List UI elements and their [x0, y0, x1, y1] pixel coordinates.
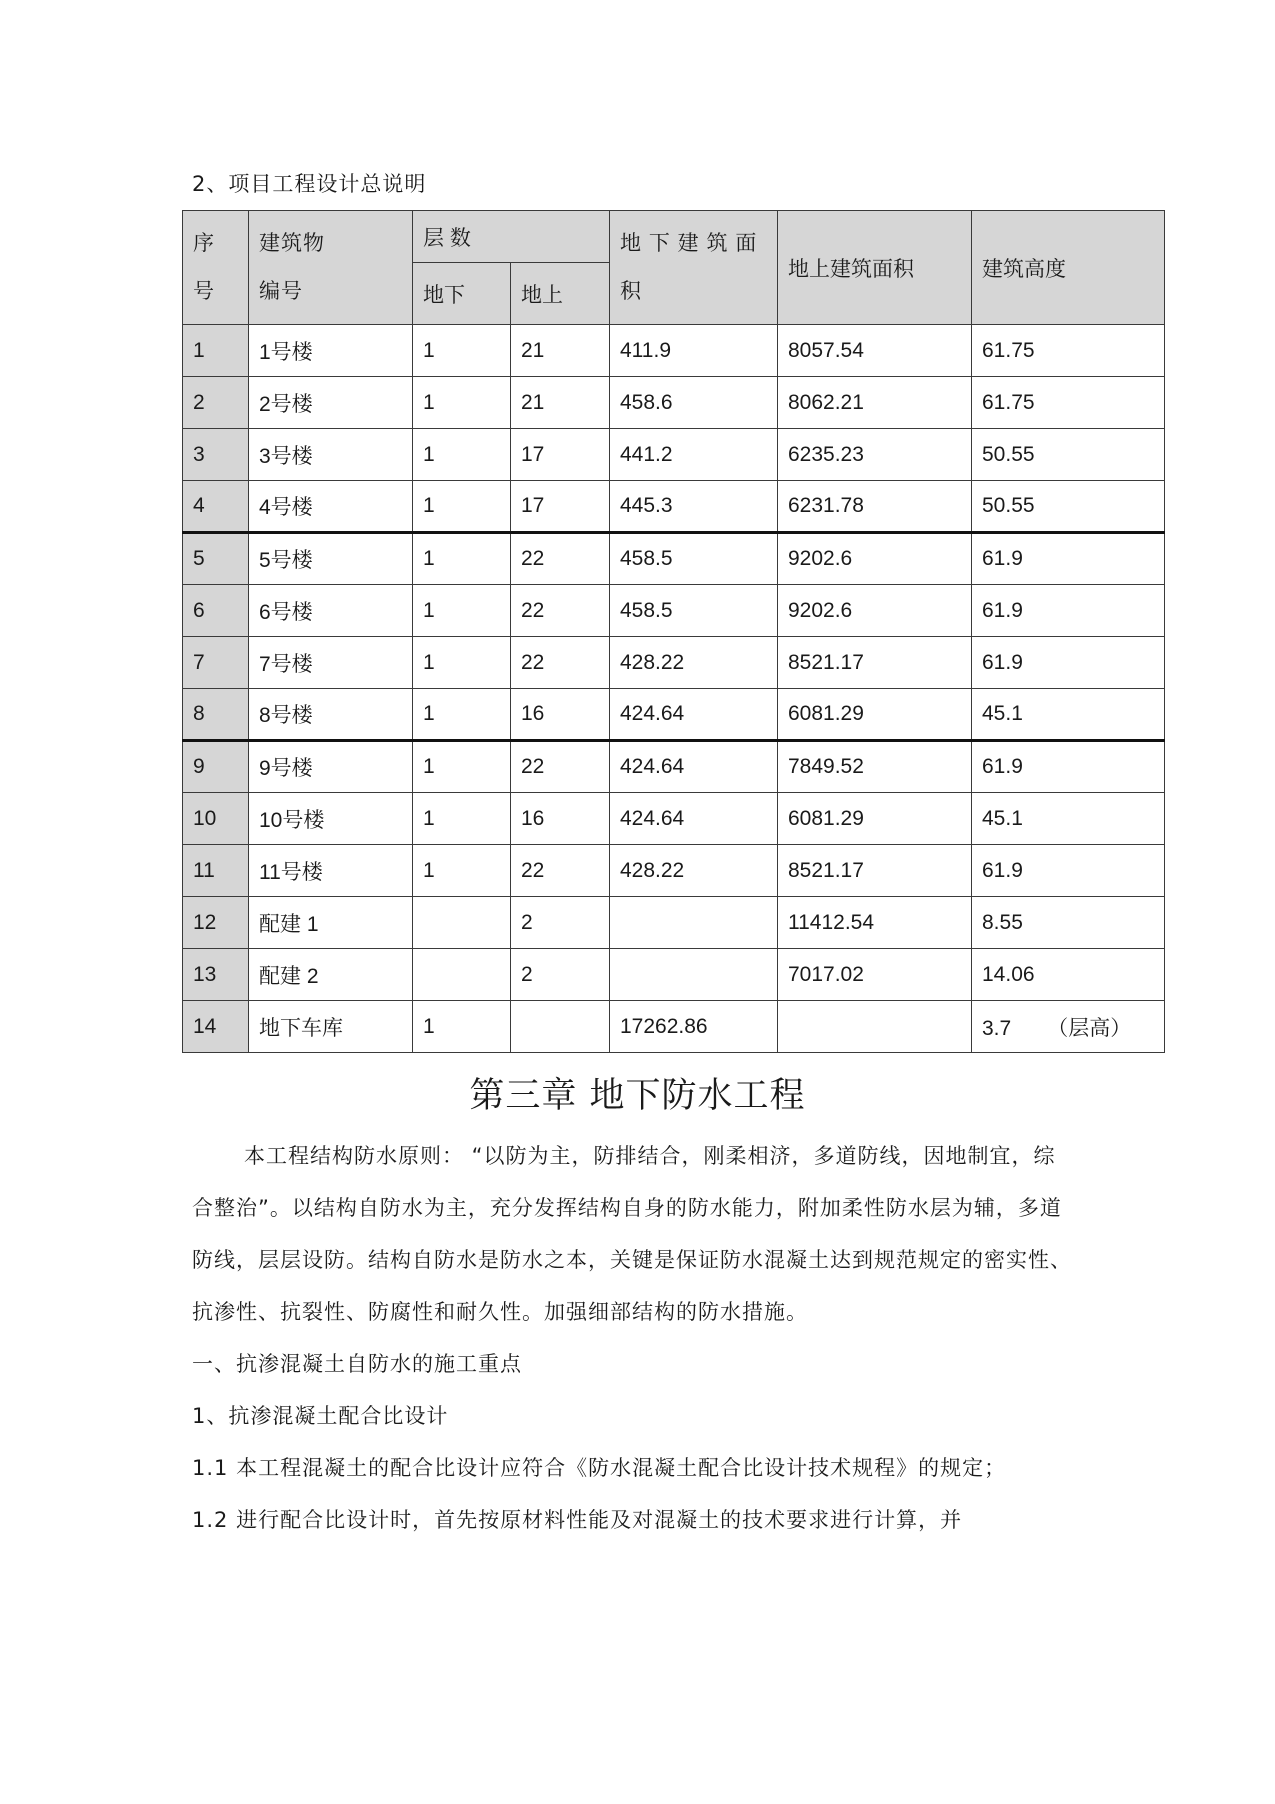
- cell-seq: [183, 949, 249, 1001]
- cell-seq-text: 2: [193, 390, 205, 414]
- cell-building-name-text: 7号楼: [259, 652, 313, 676]
- cell-building-name-text: 10号楼: [259, 808, 325, 832]
- cell-building-name-text: 8号楼: [259, 704, 313, 727]
- cell-aboveground-area-text: 8521.17: [788, 858, 864, 882]
- cell-building-name: [249, 897, 413, 949]
- cell-seq: [183, 429, 249, 481]
- cell-floors-aboveground: [511, 689, 610, 741]
- cell-building-name-text: 配建 2: [259, 964, 319, 988]
- cell-aboveground-area-text: 7849.52: [788, 755, 864, 778]
- cell-height-text: 61.9: [982, 547, 1023, 570]
- cell-floors-aboveground-text: 22: [521, 858, 545, 882]
- cell-building-name: [249, 481, 413, 533]
- cell-floors-aboveground-text: 22: [521, 755, 545, 778]
- cell-seq: [183, 533, 249, 585]
- cell-seq-text: 4: [193, 494, 205, 517]
- cell-height: [972, 325, 1165, 377]
- cell-underground-area: [610, 845, 778, 897]
- cell-building-name: [249, 689, 413, 741]
- cell-floors-underground-text: 1: [423, 858, 435, 882]
- cell-aboveground-area: [778, 1001, 972, 1053]
- cell-building-name: [249, 741, 413, 793]
- cell-floors-aboveground: [511, 1001, 610, 1053]
- table-row: [183, 845, 1165, 897]
- cell-underground-area-text: 445.3: [620, 494, 673, 517]
- header-seq: [183, 211, 249, 325]
- cell-building-name: [249, 377, 413, 429]
- cell-height: [972, 585, 1165, 637]
- cell-height: [972, 637, 1165, 689]
- cell-floors-underground: [413, 689, 511, 741]
- cell-aboveground-area-text: 11412.54: [788, 910, 875, 934]
- header-seq-line2: 号: [193, 279, 215, 303]
- cell-floors-aboveground: [511, 377, 610, 429]
- cell-floors-underground-text: 1: [423, 338, 435, 362]
- cell-aboveground-area: [778, 949, 972, 1001]
- header-underground-area-line1: 地 下 建 筑 面: [620, 231, 758, 255]
- cell-floors-underground-text: 1: [423, 494, 435, 517]
- cell-seq-text: 5: [193, 547, 205, 570]
- cell-height: [972, 481, 1165, 533]
- cell-floors-underground: [413, 585, 511, 637]
- cell-height-text: 50.55: [982, 494, 1035, 517]
- cell-underground-area: [610, 949, 778, 1001]
- cell-aboveground-area: [778, 845, 972, 897]
- cell-floors-underground-text: 1: [423, 1014, 435, 1038]
- cell-seq: [183, 793, 249, 845]
- chapter-body: [192, 1130, 1072, 1546]
- cell-height-text: 61.9: [982, 858, 1023, 882]
- cell-height: [972, 689, 1165, 741]
- cell-floors-aboveground-text: 2: [521, 910, 533, 934]
- cell-height-text: 61.75: [982, 338, 1035, 362]
- table-row: [183, 533, 1165, 585]
- header-floors: 层 数: [413, 211, 610, 263]
- table-row: [183, 585, 1165, 637]
- cell-building-name-text: 9号楼: [259, 757, 313, 780]
- header-building-line1: 建筑物: [259, 231, 325, 255]
- cell-building-name-text: 6号楼: [259, 600, 313, 624]
- cell-underground-area-text: 458.6: [620, 390, 673, 414]
- cell-aboveground-area: [778, 429, 972, 481]
- cell-height: [972, 949, 1165, 1001]
- cell-aboveground-area-text: 7017.02: [788, 962, 864, 986]
- cell-floors-aboveground: [511, 533, 610, 585]
- cell-seq: [183, 845, 249, 897]
- cell-height-text: 45.1: [982, 806, 1023, 830]
- header-building: [249, 211, 413, 325]
- cell-underground-area: [610, 897, 778, 949]
- cell-seq: [183, 325, 249, 377]
- cell-underground-area-text: 441.2: [620, 442, 673, 466]
- cell-floors-aboveground: [511, 585, 610, 637]
- table-row: [183, 689, 1165, 741]
- cell-aboveground-area: [778, 377, 972, 429]
- cell-aboveground-area-text: 6235.23: [788, 442, 864, 466]
- cell-floors-underground: [413, 325, 511, 377]
- cell-height-text: 3.7: [982, 1016, 1012, 1040]
- cell-underground-area: [610, 533, 778, 585]
- body-paragraph: 本工程结构防水原则： “以防为主，防排结合，刚柔相济，多道防线，因地制宜，综合整治”。以结构自防水为主，充分发挥结构自身的防水能力，附加柔性防水层为辅，多道防线，层层设防。结构自防水是防水之本，关键是保证防水混凝土达到规范规定的密实性、抗渗性、抗裂性、防腐性和耐久性。加强细部结构的防水措施。: [192, 1144, 1072, 1324]
- cell-height-text: 50.55: [982, 442, 1035, 466]
- cell-floors-aboveground: [511, 741, 610, 793]
- cell-building-name-text: 地下车库: [259, 1016, 343, 1040]
- cell-underground-area: [610, 741, 778, 793]
- cell-underground-area: [610, 793, 778, 845]
- cell-aboveground-area: [778, 481, 972, 533]
- cell-height-text: 45.1: [982, 702, 1023, 725]
- cell-aboveground-area: [778, 741, 972, 793]
- cell-underground-area: [610, 1001, 778, 1053]
- header-building-line2: 编号: [259, 279, 303, 303]
- cell-height: [972, 845, 1165, 897]
- cell-seq-text: 6: [193, 598, 205, 622]
- cell-floors-aboveground-text: 22: [521, 547, 545, 570]
- cell-height: [972, 741, 1165, 793]
- table-body: [183, 325, 1165, 1053]
- table-row: [183, 325, 1165, 377]
- cell-height: [972, 377, 1165, 429]
- cell-building-name: [249, 325, 413, 377]
- cell-floors-underground-text: 1: [423, 598, 435, 622]
- cell-underground-area: [610, 585, 778, 637]
- cell-floors-underground: [413, 845, 511, 897]
- cell-floors-underground: [413, 949, 511, 1001]
- cell-floors-underground-text: 1: [423, 547, 435, 570]
- cell-underground-area-text: 428.22: [620, 650, 685, 674]
- cell-floors-underground: [413, 793, 511, 845]
- cell-seq-text: 7: [193, 650, 205, 674]
- cell-floors-underground: [413, 897, 511, 949]
- cell-floors-underground-text: 1: [423, 650, 435, 674]
- cell-height: [972, 1001, 1165, 1053]
- cell-height: [972, 429, 1165, 481]
- table-row: [183, 637, 1165, 689]
- cell-aboveground-area-text: 8521.17: [788, 650, 864, 674]
- cell-seq: [183, 741, 249, 793]
- cell-aboveground-area: [778, 325, 972, 377]
- cell-height-text: 61.9: [982, 755, 1023, 778]
- cell-floors-aboveground-text: 16: [521, 806, 545, 830]
- cell-building-name-text: 4号楼: [259, 496, 313, 519]
- cell-height-text: 61.9: [982, 650, 1023, 674]
- cell-building-name-text: 1号楼: [259, 340, 313, 364]
- body-paragraph: 1、抗渗混凝土配合比设计: [192, 1404, 449, 1428]
- cell-floors-aboveground: [511, 325, 610, 377]
- header-floors-underground: 地下: [413, 263, 511, 325]
- table-row: [183, 377, 1165, 429]
- cell-floors-aboveground: [511, 429, 610, 481]
- cell-height: [972, 533, 1165, 585]
- cell-floors-aboveground-text: 2: [521, 962, 533, 986]
- cell-floors-aboveground: [511, 481, 610, 533]
- cell-height-note: （层高）: [1047, 1016, 1132, 1040]
- cell-building-name: [249, 793, 413, 845]
- cell-floors-aboveground: [511, 637, 610, 689]
- cell-floors-underground: [413, 429, 511, 481]
- cell-floors-underground-text: 1: [423, 702, 435, 725]
- cell-aboveground-area: [778, 585, 972, 637]
- cell-building-name-text: 2号楼: [259, 392, 313, 416]
- cell-height-text: 8.55: [982, 910, 1023, 934]
- cell-underground-area: [610, 481, 778, 533]
- table-row: [183, 429, 1165, 481]
- cell-floors-underground-text: 1: [423, 806, 435, 830]
- cell-seq: [183, 637, 249, 689]
- section-heading: 2、项目工程设计总说明: [192, 172, 427, 196]
- table-row: [183, 949, 1165, 1001]
- cell-building-name: [249, 585, 413, 637]
- cell-aboveground-area-text: 6231.78: [788, 494, 864, 517]
- cell-floors-aboveground-text: 17: [521, 494, 545, 517]
- header-underground-area: [610, 211, 778, 325]
- cell-seq: [183, 1001, 249, 1053]
- cell-floors-aboveground-text: 16: [521, 702, 545, 725]
- cell-building-name-text: 配建 1: [259, 912, 319, 936]
- cell-aboveground-area: [778, 533, 972, 585]
- cell-building-name: [249, 949, 413, 1001]
- cell-height-text: 61.9: [982, 598, 1023, 622]
- cell-height-text: 61.75: [982, 390, 1035, 414]
- header-height: 建筑高度: [972, 211, 1165, 325]
- cell-seq-text: 12: [193, 910, 217, 934]
- cell-floors-aboveground: [511, 845, 610, 897]
- table-row: [183, 1001, 1165, 1053]
- cell-floors-aboveground: [511, 897, 610, 949]
- cell-seq: [183, 585, 249, 637]
- cell-aboveground-area-text: 9202.6: [788, 598, 853, 622]
- cell-floors-aboveground-text: 21: [521, 390, 545, 414]
- table-row: [183, 897, 1165, 949]
- cell-seq-text: 10: [193, 806, 217, 830]
- cell-underground-area-text: 17262.86: [620, 1014, 708, 1038]
- cell-aboveground-area: [778, 897, 972, 949]
- cell-aboveground-area-text: 6081.29: [788, 806, 864, 830]
- cell-building-name-text: 5号楼: [259, 549, 313, 572]
- cell-underground-area: [610, 689, 778, 741]
- cell-underground-area-text: 458.5: [620, 547, 673, 570]
- cell-building-name: [249, 533, 413, 585]
- cell-underground-area-text: 458.5: [620, 598, 673, 622]
- header-aboveground-area: 地上建筑面积: [778, 211, 972, 325]
- cell-seq-text: 11: [193, 858, 215, 882]
- table-row: [183, 481, 1165, 533]
- cell-floors-underground: [413, 377, 511, 429]
- cell-floors-aboveground-text: 22: [521, 650, 545, 674]
- cell-floors-underground: [413, 637, 511, 689]
- cell-seq: [183, 689, 249, 741]
- cell-height-text: 14.06: [982, 962, 1035, 986]
- cell-floors-aboveground-text: 22: [521, 598, 545, 622]
- cell-building-name: [249, 845, 413, 897]
- cell-floors-underground: [413, 1001, 511, 1053]
- cell-building-name-text: 3号楼: [259, 444, 313, 468]
- cell-seq-text: 8: [193, 702, 205, 725]
- cell-floors-underground: [413, 741, 511, 793]
- header-underground-area-line2: 积: [620, 279, 642, 303]
- cell-seq-text: 13: [193, 962, 217, 986]
- cell-underground-area: [610, 325, 778, 377]
- cell-aboveground-area: [778, 637, 972, 689]
- cell-aboveground-area: [778, 689, 972, 741]
- cell-height: [972, 793, 1165, 845]
- cell-underground-area: [610, 377, 778, 429]
- cell-building-name-text: 11号楼: [259, 860, 323, 884]
- cell-aboveground-area-text: 8062.21: [788, 390, 864, 414]
- cell-building-name: [249, 1001, 413, 1053]
- cell-height: [972, 897, 1165, 949]
- cell-floors-aboveground-text: 17: [521, 442, 545, 466]
- body-paragraph: 1.2 进行配合比设计时，首先按原材料性能及对混凝土的技术要求进行计算，并: [192, 1508, 963, 1532]
- building-spec-table: [182, 210, 1165, 1053]
- cell-seq-text: 9: [193, 755, 205, 778]
- chapter-title: 第三章 地下防水工程: [469, 1076, 806, 1116]
- cell-underground-area-text: 424.64: [620, 755, 685, 778]
- body-paragraph: 1.1 本工程混凝土的配合比设计应符合《防水混凝土配合比设计技术规程》的规定；: [192, 1456, 1007, 1480]
- cell-seq: [183, 377, 249, 429]
- cell-aboveground-area-text: 9202.6: [788, 547, 853, 570]
- cell-underground-area-text: 424.64: [620, 806, 685, 830]
- header-seq-line1: 序: [193, 231, 215, 255]
- header-floors-aboveground: 地上: [511, 263, 610, 325]
- cell-seq: [183, 897, 249, 949]
- cell-floors-aboveground: [511, 793, 610, 845]
- cell-underground-area: [610, 429, 778, 481]
- table-row: [183, 741, 1165, 793]
- cell-aboveground-area-text: 6081.29: [788, 702, 864, 725]
- cell-seq-text: 14: [193, 1014, 217, 1038]
- cell-aboveground-area: [778, 793, 972, 845]
- table-row: [183, 793, 1165, 845]
- cell-floors-underground: [413, 481, 511, 533]
- cell-floors-underground: [413, 533, 511, 585]
- body-paragraph: 一、抗渗混凝土自防水的施工重点: [192, 1352, 522, 1376]
- cell-seq: [183, 481, 249, 533]
- cell-aboveground-area-text: 8057.54: [788, 338, 864, 362]
- cell-underground-area-text: 424.64: [620, 702, 685, 725]
- cell-building-name: [249, 637, 413, 689]
- cell-seq-text: 1: [193, 338, 205, 362]
- cell-underground-area-text: 411.9: [620, 338, 671, 362]
- cell-building-name: [249, 429, 413, 481]
- cell-floors-underground-text: 1: [423, 442, 435, 466]
- cell-floors-underground-text: 1: [423, 390, 435, 414]
- cell-floors-underground-text: 1: [423, 755, 435, 778]
- cell-floors-aboveground-text: 21: [521, 338, 545, 362]
- cell-underground-area: [610, 637, 778, 689]
- cell-seq-text: 3: [193, 442, 205, 466]
- cell-floors-aboveground: [511, 949, 610, 1001]
- cell-underground-area-text: 428.22: [620, 858, 685, 882]
